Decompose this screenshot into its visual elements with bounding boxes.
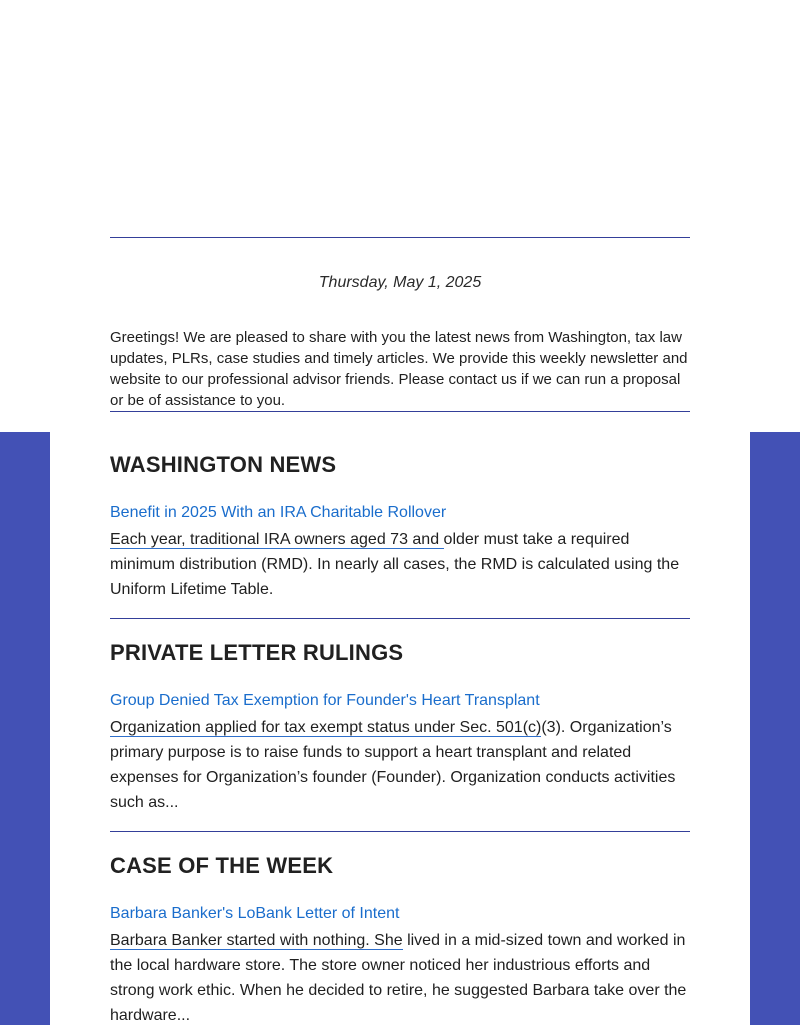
article-teaser-rest: (3). Organization’s primary purpose is to raise funds to support a heart transplant and related expenses for Organization’s founder (Founder). Organization conducts activities such as... xyxy=(110,719,676,811)
section-divider xyxy=(110,831,690,832)
section-divider xyxy=(110,618,690,619)
article-headline-link[interactable]: Group Denied Tax Exemption for Founder's Heart Transplant xyxy=(110,692,540,709)
header-divider xyxy=(110,237,690,238)
article-teaser xyxy=(110,715,690,815)
article-headline xyxy=(110,904,690,924)
section-washington-news xyxy=(110,453,690,602)
section-case-of-the-week xyxy=(110,831,690,1028)
article-teaser-link[interactable]: Organization applied for tax exempt status under Sec. 501(c) xyxy=(110,719,542,736)
article-teaser xyxy=(110,928,690,1028)
article-teaser-rest: lived in a mid-sized town and worked in the local hardware store. The store owner noticed her industrious efforts and strong work ethic. When he decided to retire, he suggested Barbara take over the hardware... xyxy=(110,932,687,1024)
section-heading: PRIVATE LETTER RULINGS xyxy=(110,640,404,665)
right-accent-bar xyxy=(750,432,800,1025)
newsletter-body xyxy=(110,0,690,1028)
section-heading: WASHINGTON NEWS xyxy=(110,452,337,477)
header-blank-area xyxy=(110,0,690,237)
intro-divider xyxy=(110,411,690,412)
date-line: Thursday, May 1, 2025 xyxy=(318,274,482,291)
section-heading: CASE OF THE WEEK xyxy=(110,853,334,878)
left-accent-bar xyxy=(0,432,50,1025)
article-headline-link[interactable]: Barbara Banker's LoBank Letter of Intent xyxy=(110,905,400,922)
article-headline-link[interactable]: Benefit in 2025 With an IRA Charitable Rollover xyxy=(110,504,447,521)
article-teaser-link[interactable]: Each year, traditional IRA owners aged 73 and xyxy=(110,531,444,548)
article-headline xyxy=(110,691,690,711)
greeting-text: Greetings! We are pleased to share with you the latest news from Washington, tax law updates, PLRs, case studies and timely articles. We provide this weekly newsletter and website to our professional advisor friends. Please contact us if we can run a proposal or be of assistance to you. xyxy=(110,329,688,409)
article-teaser-link[interactable]: Barbara Banker started with nothing. She xyxy=(110,932,403,949)
article-headline xyxy=(110,503,690,523)
article-teaser xyxy=(110,527,690,602)
article-teaser-rest: older must take a required minimum distribution (RMD). In nearly all cases, the RMD is calculated using the Uniform Lifetime Table. xyxy=(110,531,680,598)
section-private-letter-rulings xyxy=(110,618,690,815)
